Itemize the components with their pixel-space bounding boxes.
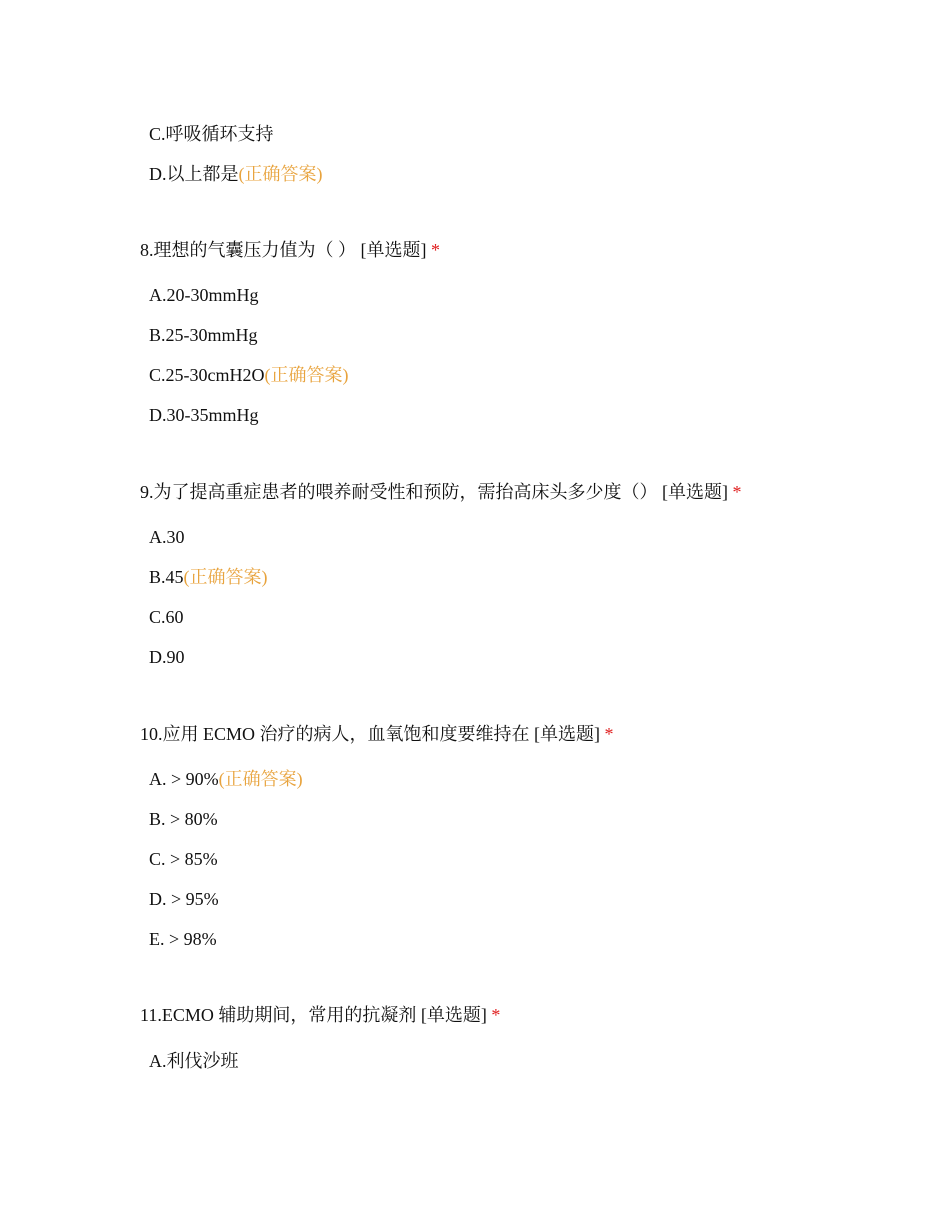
question-text: 10.应用 ECMO 治疗的病人，血氧饱和度要维持在 [单选题] (140, 724, 605, 744)
option-8-c (149, 363, 349, 387)
option-text: C.25-30cmH2O (149, 365, 265, 385)
option-10-d (149, 887, 219, 911)
option-text: D.以上都是 (149, 164, 239, 184)
required-mark: * (431, 240, 440, 260)
option-11-a (149, 1049, 239, 1073)
correct-answer-marker: (正确答案) (264, 365, 349, 385)
option-text: A.利伐沙班 (149, 1051, 239, 1071)
option-text: C.60 (149, 607, 184, 627)
option-9-c (149, 605, 184, 629)
question-text: 8.理想的气囊压力值为（ ） [单选题] (140, 240, 431, 260)
option-text: A. > 90% (149, 769, 219, 789)
option-8-d (149, 403, 259, 427)
option-7-d (149, 162, 323, 186)
question-11-title (140, 1003, 500, 1027)
option-10-e (149, 927, 217, 951)
option-text: B.25-30mmHg (149, 325, 258, 345)
question-10-title (140, 722, 614, 746)
correct-answer-marker: (正确答案) (218, 769, 303, 789)
option-9-b (149, 565, 268, 589)
question-9-title (140, 480, 742, 504)
correct-answer-marker: (正确答案) (238, 164, 323, 184)
option-text: D.30-35mmHg (149, 405, 259, 425)
option-8-b (149, 323, 258, 347)
required-mark: * (732, 482, 742, 502)
option-9-d (149, 645, 185, 669)
correct-answer-marker: (正确答案) (183, 567, 268, 587)
option-text: C. > 85% (149, 849, 218, 869)
option-10-b (149, 807, 218, 831)
required-mark: * (491, 1005, 501, 1025)
option-text: A.30 (149, 527, 185, 547)
option-10-a (149, 767, 303, 791)
option-text: D. > 95% (149, 889, 219, 909)
option-text: B. > 80% (149, 809, 218, 829)
option-text: B.45 (149, 567, 184, 587)
option-8-a (149, 283, 259, 307)
option-10-c (149, 847, 218, 871)
option-text: A.20-30mmHg (149, 285, 259, 305)
option-7-c (149, 122, 274, 146)
question-8-title (140, 238, 440, 262)
question-text: 11.ECMO 辅助期间，常用的抗凝剂 [单选题] (140, 1005, 492, 1025)
required-mark: * (604, 724, 614, 744)
option-9-a (149, 525, 185, 549)
option-text: D.90 (149, 647, 185, 667)
option-text: E. > 98% (149, 929, 217, 949)
option-text: C.呼吸循环支持 (149, 124, 274, 144)
question-text: 9.为了提高重症患者的喂养耐受性和预防，需抬高床头多少度（） [单选题] (140, 482, 733, 502)
